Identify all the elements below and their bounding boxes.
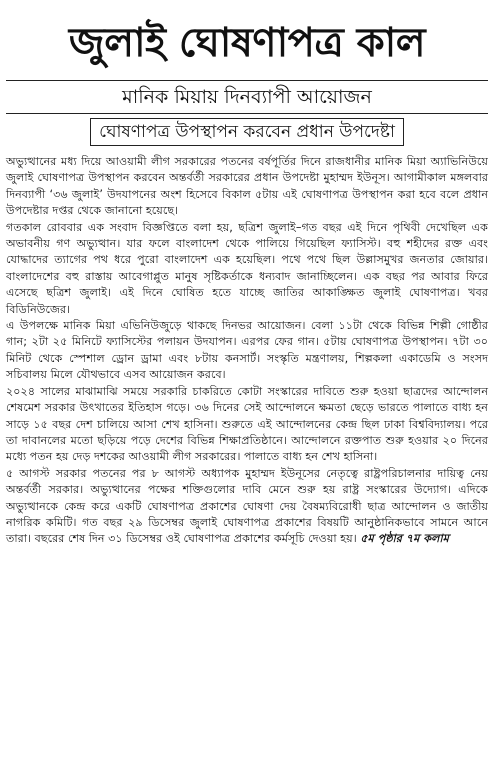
paragraph-4: ২০২৪ সালের মাঝামাঝি সময়ে সরকারি চাকরিতে কোটা সংস্কারের দাবিতে শুরু হওয়া ছাত্রদের আন্দোলন শেষমেশ সরকার উৎখাতের ইতিহাস গড়ে। ৩৬ দিনের সেই আন্দোলনে ক্ষমতা ছেড়ে ভারতে পালাতে বাধ্য হন সাড়ে ১৫ বছর দেশ চালিয়ে আসা শেখ হাসিনা। শুরুতে এই আন্দোলনের কেন্দ্র ছিল ঢাকা বিশ্ববিদ্যালয়। পরে তা দাবানলের মতো ছড়িয়ে পড়ে দেশের বিভিন্ন শিক্ষাপ্রতিষ্ঠানে। আন্দোলনে রক্তপাত শুরু হওয়ার ২০ দিনের মধ্যে পতন হয় দেড় দশকের আওয়ামী লীগ সরকারের। পালাতে বাধ্য হন শেখ হাসিনা। [6,384,488,464]
subhead: ঘোষণাপত্র উপস্থাপন করবেন প্রধান উপদেষ্টা [90,118,404,146]
paragraph-2: গতকাল রোববার এক সংবাদ বিজ্ঞপ্তিতে বলা হয়, ছত্রিশ জুলাই–গত বছর এই দিনে পৃথিবী দেখেছিল এক অভাবনীয় গণ অভ্যুত্থান। যার ফলে বাংলাদেশ থেকে পালিয়ে গিয়েছিল ফ্যাসিস্ট। বহু শহীদের রক্ত এবং যোদ্ধাদের ত্যাগের পথ ধরে পুরো বাংলাদেশ এক হয়েছিল। পথে পথে ছিল উল্লাসমুখর জনতার জোয়ার। বাংলাদেশের বহু রাস্তায় আবেগাপ্লুত মানুষ সৃষ্টিকর্তাকে ধন্যবাদ জানাচ্ছিলেন। এক বছর পর আবার ফিরে এসেছে ছত্রিশ জুলাই। এই দিনে ঘোষিত হতে যাচ্ছে জাতির আকাঙ্ক্ষিত জুলাই ঘোষণাপত্র। খবর বিডিনিউজের। [6,220,488,316]
paragraph-5-text: ৫ আগস্ট সরকার পতনের পর ৮ আগস্ট অধ্যাপক মুহাম্মদ ইউনূসের নেতৃত্বে রাষ্ট্রপরিচালনার দায়িত্ব নেয় অন্তর্বর্তী সরকার। অভ্যুত্থানের পক্ষের শক্তিগুলোর দাবি মেনে শুরু হয় রাষ্ট্র সংস্কারের উদ্যোগ। এদিকে অভ্যুত্থানকে কেন্দ্র করে একটি ঘোষণাপত্র প্রকাশের ঘোষণা দেয় বৈষম্যবিরোধী ছাত্র আন্দোলন ও জাতীয় নাগরিক কমিটি। গত বছর ২৯ ডিসেম্বর জুলাই ঘোষণাপত্র প্রকাশের বিষয়টি আনুষ্ঠানিকভাবে সামনে আনে তারা। বছরের শেষ দিন ৩১ ডিসেম্বর ওই ঘোষণাপত্র প্রকাশের কর্মসূচি দেওয়া হয়। [6,466,488,546]
headline: জুলাই ঘোষণাপত্র কাল [6,8,488,81]
paragraph-5 [6,466,488,548]
divider [6,113,488,114]
subhead-container [6,118,488,146]
news-article [0,8,494,760]
paragraph-3: এ উপলক্ষে মানিক মিয়া এভিনিউজুড়ে থাকছে দিনভর আয়োজন। বেলা ১১টা থেকে বিভিন্ন শিল্পী গোষ্ঠীর গান; ২টা ২৫ মিনিটে ফ্যাসিস্টের পলায়ন উদযাপন। এরপর ফের গান। ৫টায় ঘোষণাপত্র উপস্থাপন। ৭টা ৩০ মিনিট থেকে স্পেশাল ড্রোন ড্রামা এবং ৮টায় কনসার্ট। সংস্কৃতি মন্ত্রণালয়, শিল্পকলা একাডেমি ও সংসদ সচিবালয় মিলে যৌথভাবে এসব আয়োজন করবে। [6,319,488,382]
continued-on-label: ৫ম পৃষ্ঠার ৭ম কলাম [360,532,449,546]
kicker: মানিক মিয়ায় দিনব্যাপী আয়োজন [122,86,372,108]
paragraph-1: অভ্যুত্থানের মধ্য দিয়ে আওয়ামী লীগ সরকারের পতনের বর্ষপূর্তির দিনে রাজধানীর মানিক মিয়া অ্যাভিনিউয়ে জুলাই ঘোষণাপত্র উপস্থাপন করবেন অন্তর্বর্তী সরকারের প্রধান উপদেষ্টা মুহাম্মদ ইউনূস। আগামীকাল মঙ্গলবার দিনব্যাপী ‘৩৬ জুলাই’ উদযাপনের অংশ হিসেবে বিকাল ৫টায় এই ঘোষণাপত্র উপস্থাপন করা হবে বলে প্রধান উপদেষ্টার দপ্তর থেকে জানানো হয়েছে। [6,155,488,218]
article-body [6,154,488,548]
